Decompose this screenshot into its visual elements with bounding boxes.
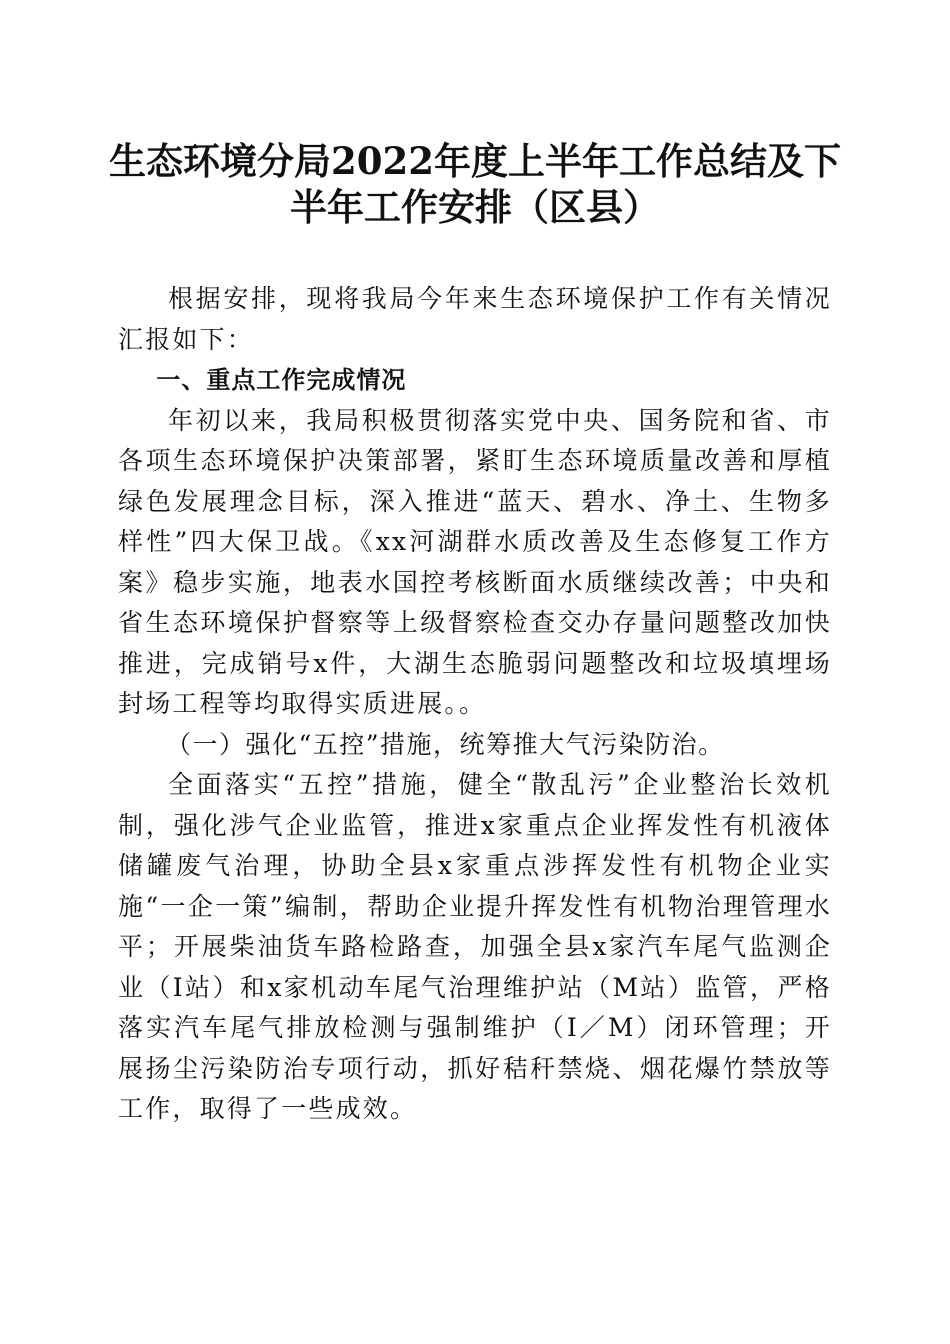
document-title-line-2: 半年工作安排（区县） — [290, 185, 660, 229]
document-body — [118, 279, 832, 1130]
document-title-line-1: 生态环境分局2022年度上半年工作总结及下 — [109, 139, 841, 183]
subsection-paragraph: 全面落实“五控”措施，健全“散乱污”企业整治长效机制，强化涉气企业监管，推进x家重点企业挥发性有机液体储罐废气治理，协助全县x家重点涉挥发性有机物企业实施“一企一策”编制，帮助企业提升挥发性有机物治理管理水平；开展柴油货车路检路查，加强全县x家汽车尾气监测企业（I站）和x家机动车尾气治理维护站（M站）监管，严格落实汽车尾气排放检测与强制维护（I／M）闭环管理；开展扬尘污染防治专项行动，抓好秸秆禁烧、烟花爆竹禁放等工作，取得了一些成效。 — [118, 770, 832, 1123]
section-heading: 一、重点工作完成情况 — [156, 366, 407, 394]
section-paragraph: 年初以来，我局积极贯彻落实党中央、国务院和省、市各项生态环境保护决策部署，紧盯生态环境质量改善和厚植绿色发展理念目标，深入推进“蓝天、碧水、净土、生物多样性”四大保卫战。《xx河湖群水质改善及生态修复工作方案》稳步实施，地表水国控考核断面水质继续改善；中央和省生态环境保护督察等上级督察检查交办存量问题整改加快推进，完成销号x件，大湖生态脆弱问题整改和垃圾填埋场封场工程等均取得实质进展。。 — [118, 405, 832, 718]
subsection-heading: （一）强化“五控”措施，统筹推大气污染防治。 — [166, 729, 725, 759]
intro-paragraph: 根据安排，现将我局今年来生态环境保护工作有关情况汇报如下： — [118, 284, 832, 354]
